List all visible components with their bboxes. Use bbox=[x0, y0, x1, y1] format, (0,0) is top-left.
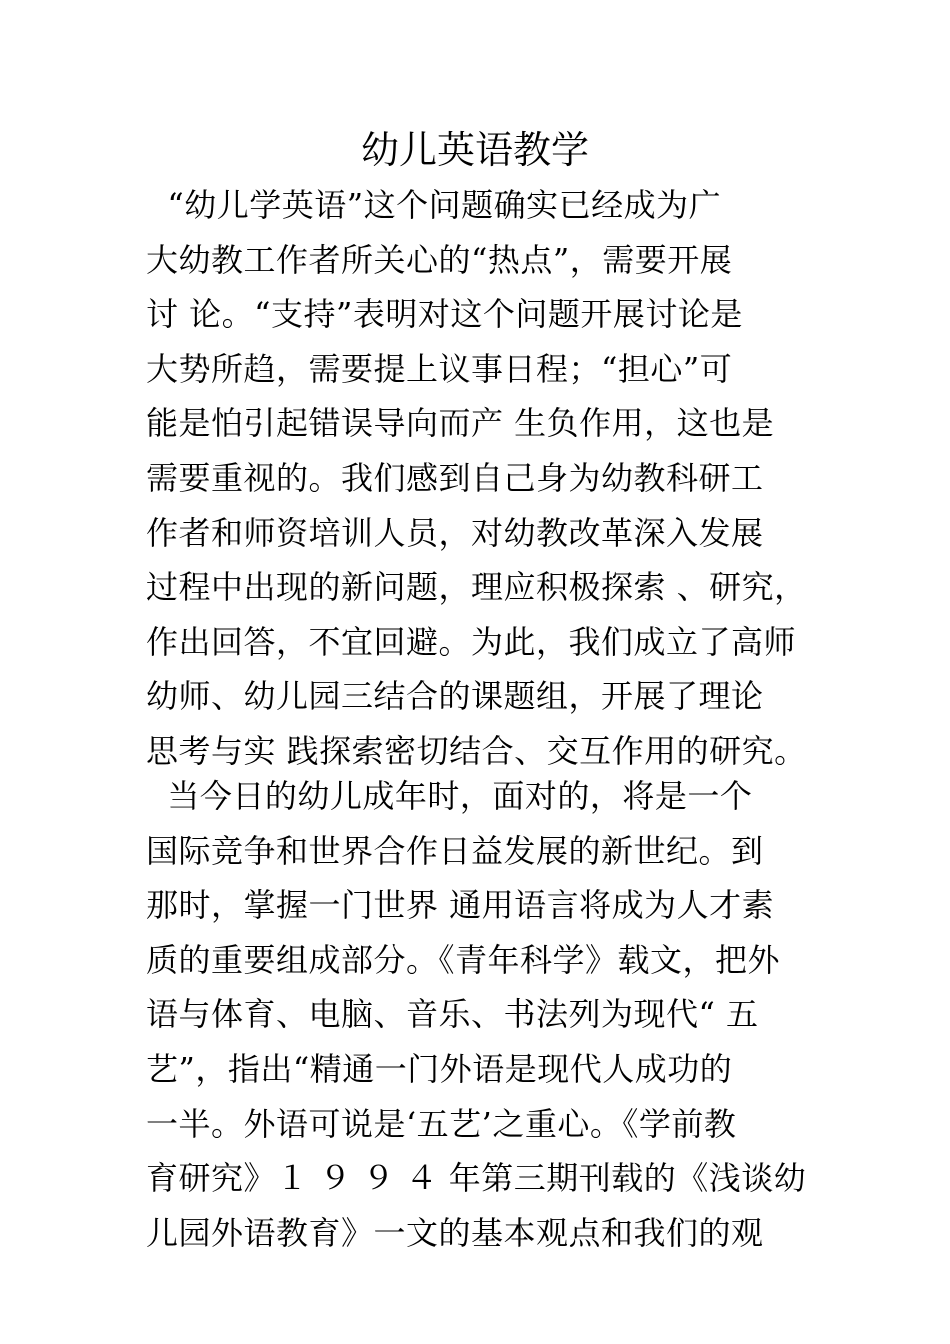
text-line: 艺”，指出“精通一门外语是现代人成功的 bbox=[146, 1049, 733, 1088]
text-line: 当今日的幼儿成年时，面对的，将是一个 bbox=[146, 777, 753, 815]
paragraph-1 bbox=[146, 178, 836, 779]
text-line: 大势所趋，需要提上议事日程；“担心”可 bbox=[146, 349, 733, 388]
text-line: 那时，掌握一门世界 通用语言将成为人才素 bbox=[146, 886, 775, 925]
text-line: 能是怕引起错误导向而产 生负作用，这也是 bbox=[146, 404, 775, 443]
text-line: 一半。外语可说是‘五艺’之重心。《学前教 bbox=[146, 1104, 737, 1143]
text-line: 语与体育、电脑、音乐、书法列为现代“ 五 bbox=[146, 995, 759, 1034]
text-line: “幼儿学英语”这个问题确实已经成为广 bbox=[146, 186, 722, 224]
text-line: 育研究》１ ９ ９ ４ 年第三期刊载的《浅谈幼 bbox=[146, 1159, 807, 1198]
text-line: 作者和师资培训人员，对幼教改革深入发展 bbox=[146, 513, 764, 552]
text-line: 国际竞争和世界合作日益发展的新世纪。到 bbox=[146, 831, 764, 870]
text-line: 需要重视的。我们感到自己身为幼教科研工 bbox=[146, 458, 764, 497]
text-line: 作出回答，不宜回避。为此，我们成立了高师 bbox=[146, 622, 797, 661]
text-line: 思考与实 践探索密切结合、交互作用的研究。 bbox=[146, 731, 807, 770]
paragraph-2 bbox=[146, 769, 836, 1260]
text-line: 过程中出现的新问题，理应积极探索 、研究， bbox=[146, 568, 807, 607]
document-title: 幼儿英语教学 bbox=[360, 128, 589, 172]
text-line: 质的重要组成部分。《青年科学》载文，把外 bbox=[146, 940, 781, 979]
text-line: 儿园外语教育》一文的基本观点和我们的观 bbox=[146, 1213, 764, 1252]
text-line: 幼师、幼儿园三结合的课题组，开展了理论 bbox=[146, 677, 764, 716]
text-line: 大幼教工作者所关心的“热点”，需要开展 bbox=[146, 240, 733, 279]
text-line: 讨 论。“支持”表明对这个问题开展讨论是 bbox=[146, 295, 743, 334]
